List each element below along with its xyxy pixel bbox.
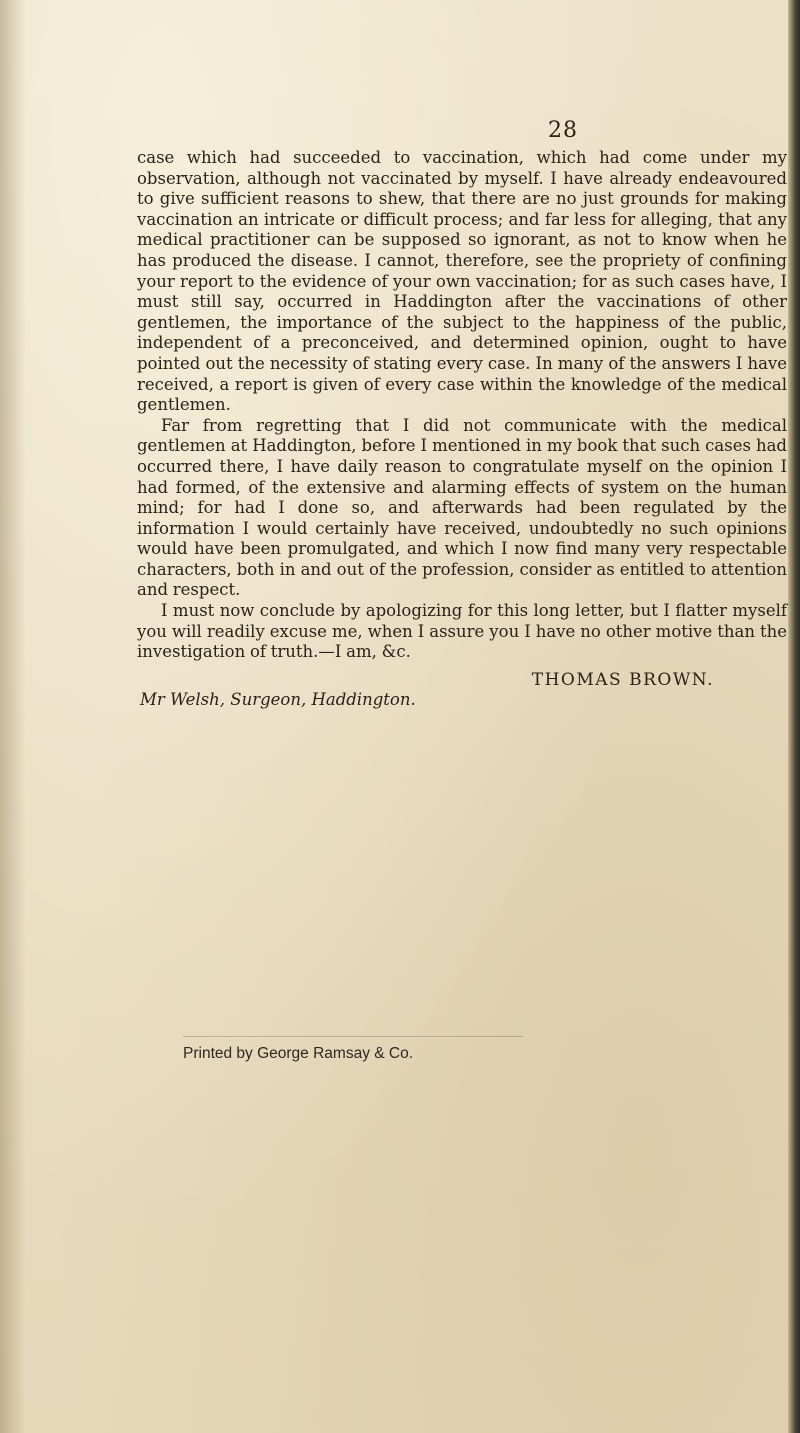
signature-line <box>0 670 784 690</box>
page-edge <box>788 0 800 1433</box>
binding-shadow <box>0 0 26 1433</box>
page-number: 28 <box>548 118 578 143</box>
signature: THOMAS BROWN. <box>531 670 714 690</box>
paragraph-conclusion: I must now conclude by apologizing for this long letter, but I flatter myself you will readily excuse me, when I assure you I have no other motive than the investigation of truth.—I am, &c. <box>137 601 787 662</box>
paragraph-continuation: case which had succeeded to vaccination, which had come under my observation, although not vaccinated by myself. I have already endeavoured to give sufficient reasons to shew, that there are no just grounds for making vaccination an intricate or difficult process; and far less for alleging, that any medical practitioner can be supposed so ignorant, as not to know when he has produced the disease. I cannot, therefore, see the propriety of confining your report to the evidence of your own vaccination; for as such cases have, I must still say, occurred in Haddington after the vaccinations of other gentlemen, the importance of the subject to the happiness of the public, independent of a preconceived, and determined opinion, ought to have pointed out the necessity of stating every case. In many of the answers I have received, a report is given of every case within the knowledge of the medical gentlemen. <box>137 148 787 415</box>
paragraph-communicate: Far from regretting that I did not communicate with the medical gentlemen at Haddington, before I mentioned in my book that such cases had occurred there, I have daily reason to congratulate myself on the opinion I had formed, of the extensive and alarming effects of system on the human mind; for had I done so, and afterwards had been regulated by the information I would certainly have received, undoubtedly no such opinions would have been promulgated, and which I now find many very respectable characters, both in and out of the profession, consider as entitled to attention and respect. <box>137 415 787 600</box>
imprint-divider <box>183 1036 523 1037</box>
printer-imprint: Printed by George Ramsay & Co. <box>183 1045 414 1062</box>
letter-body <box>137 148 787 663</box>
addressee: Mr Welsh, Surgeon, Haddington. <box>140 690 416 709</box>
